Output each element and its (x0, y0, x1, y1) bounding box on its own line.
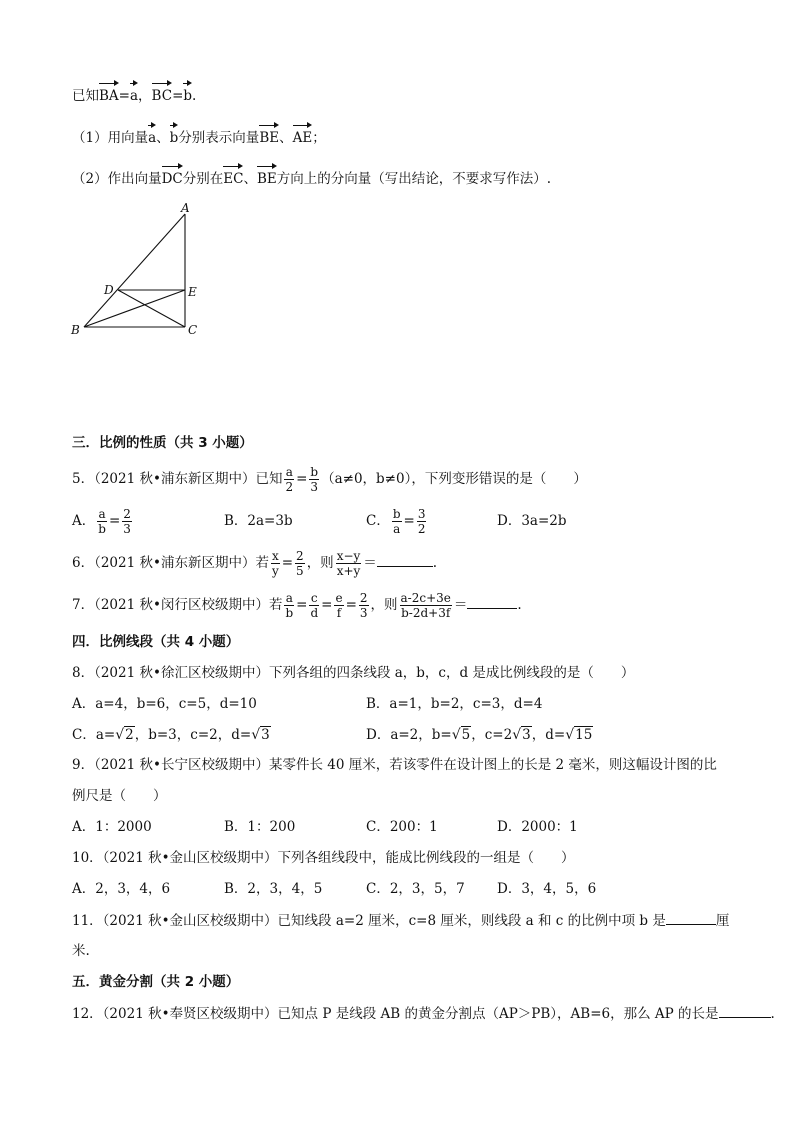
label-e: E (188, 285, 197, 299)
q9-option-d: D．2000：1 (497, 819, 578, 835)
q5-option-b: B．2a=3b (224, 513, 293, 529)
vector-ba: BA (99, 88, 119, 104)
q10-option-c: C．2，3，5，7 (366, 881, 465, 897)
segment-ab (84, 214, 185, 327)
q10-option-a: A．2，3，4，6 (72, 881, 171, 897)
question-11-line1: 11．（2021 秋•金山区校级期中）已知线段 a=2 厘米，c=8 厘米，则线段 a 和 c 的比例中项 b 是 厘 (72, 910, 729, 931)
vector-b: b (169, 130, 179, 146)
segment-dc (118, 290, 185, 327)
q9-option-b: B．1：200 (224, 819, 296, 835)
segment-be (84, 290, 185, 327)
q10-option-d: D．3，4，5，6 (497, 881, 597, 897)
q8-option-b: B．a=1，b=2，c=3，d=4 (366, 696, 543, 712)
question-6: 6．（2021 秋•浦东新区期中）若 $\frac{x}{y}$ = $\frac{2}{5}$ ，则 $\frac{x-y}{x+y}$ ＝ . (72, 549, 438, 578)
vector-be: BE (256, 171, 277, 187)
q5-option-c: C． $\frac{b}{a}$ = $\frac{3}{2}$ (366, 507, 426, 536)
question-8: 8．（2021 秋•徐汇区校级期中）下列各组的四条线段 a，b，c，d 是成比例线段的是（ ） (72, 665, 635, 681)
vector-ec: EC (223, 171, 244, 187)
fraction: $\frac{a}{2}$ (285, 465, 294, 494)
q5-option-d: D．3a=2b (497, 513, 567, 529)
given-prefix: 已知 (72, 88, 99, 104)
q9-option-a: A．1：2000 (72, 819, 152, 835)
question-10: 10．（2021 秋•金山区校级期中）下列各组线段中，能成比例线段的一组是（ ） (72, 850, 575, 866)
section-4-title: 四．比例线段（共 4 小题） (72, 634, 240, 650)
question-7: 7．（2021 秋•闵行区校级期中）若 $\frac{a}{b}$ = $\frac{c}{d}$ = $\frac{e}{f}$ = $\frac{2}{3}$ ，则 $\frac{a-2c+3e}{b-2d+3f}$ ＝ . (72, 591, 522, 620)
q8-option-a: A．a=4，b=6，c=5，d=10 (72, 696, 257, 712)
section-3-title: 三．比例的性质（共 3 小题） (72, 435, 253, 451)
vector-be: BE (259, 130, 280, 146)
q9-option-c: C．200：1 (366, 819, 438, 835)
vector-dc: DC (161, 171, 183, 187)
part2-line: （2）作出向量DC分别在EC、BE方向上的分向量（写出结论，不要求写作法）. (72, 171, 552, 187)
geometry-figure (66, 200, 206, 340)
question-9-line2: 例尺是（ ） (72, 788, 167, 804)
question-12: 12．（2021 秋•奉贤区校级期中）已知点 P 是线段 AB 的黄金分割点（AP＞PB），AB=6，那么 AP 的长是 . (72, 1003, 775, 1024)
answer-blank[interactable] (377, 552, 433, 567)
q8-option-d: D．a=2，b=√5，c=2√3，d=√15 (366, 727, 593, 743)
question-9-line1: 9．（2021 秋•长宁区校级期中）某零件长 40 厘米，若该零件在设计图上的长是 2 毫米，则这幅设计图的比 (72, 757, 717, 773)
q5-option-a: A． $\frac{a}{b}$ = $\frac{2}{3}$ (72, 507, 131, 536)
section-5-title: 五．黄金分割（共 2 小题） (72, 974, 240, 990)
vector-b: b (183, 88, 193, 104)
label-c: C (188, 323, 198, 337)
question-11-line2: 米. (72, 943, 90, 959)
question-5: 5．（2021 秋•浦东新区期中）已知 $\frac{a}{2}$ = $\frac{b}{3}$ （a≠0，b≠0），下列变形错误的是（ ） (72, 465, 587, 494)
vector-a: a (148, 130, 157, 146)
fraction: $\frac{b}{3}$ (310, 465, 319, 494)
q10-option-b: B．2，3，4，5 (224, 881, 323, 897)
answer-blank[interactable] (719, 1003, 771, 1018)
vector-bc: BC (151, 88, 173, 104)
vector-a: a (129, 88, 139, 104)
given-line: 已知BA=a，BC=b. (72, 88, 197, 104)
q8-option-c: C．a=√2，b=3，c=2，d=√3 (72, 727, 270, 743)
part1-line: （1）用向量a、b分别表示向量BE、AE； (72, 130, 326, 146)
label-d: D (104, 283, 114, 297)
label-b: B (71, 323, 80, 337)
answer-blank[interactable] (467, 594, 517, 609)
label-a: A (181, 201, 190, 215)
answer-blank[interactable] (666, 910, 716, 925)
vector-ae: AE (292, 130, 313, 146)
